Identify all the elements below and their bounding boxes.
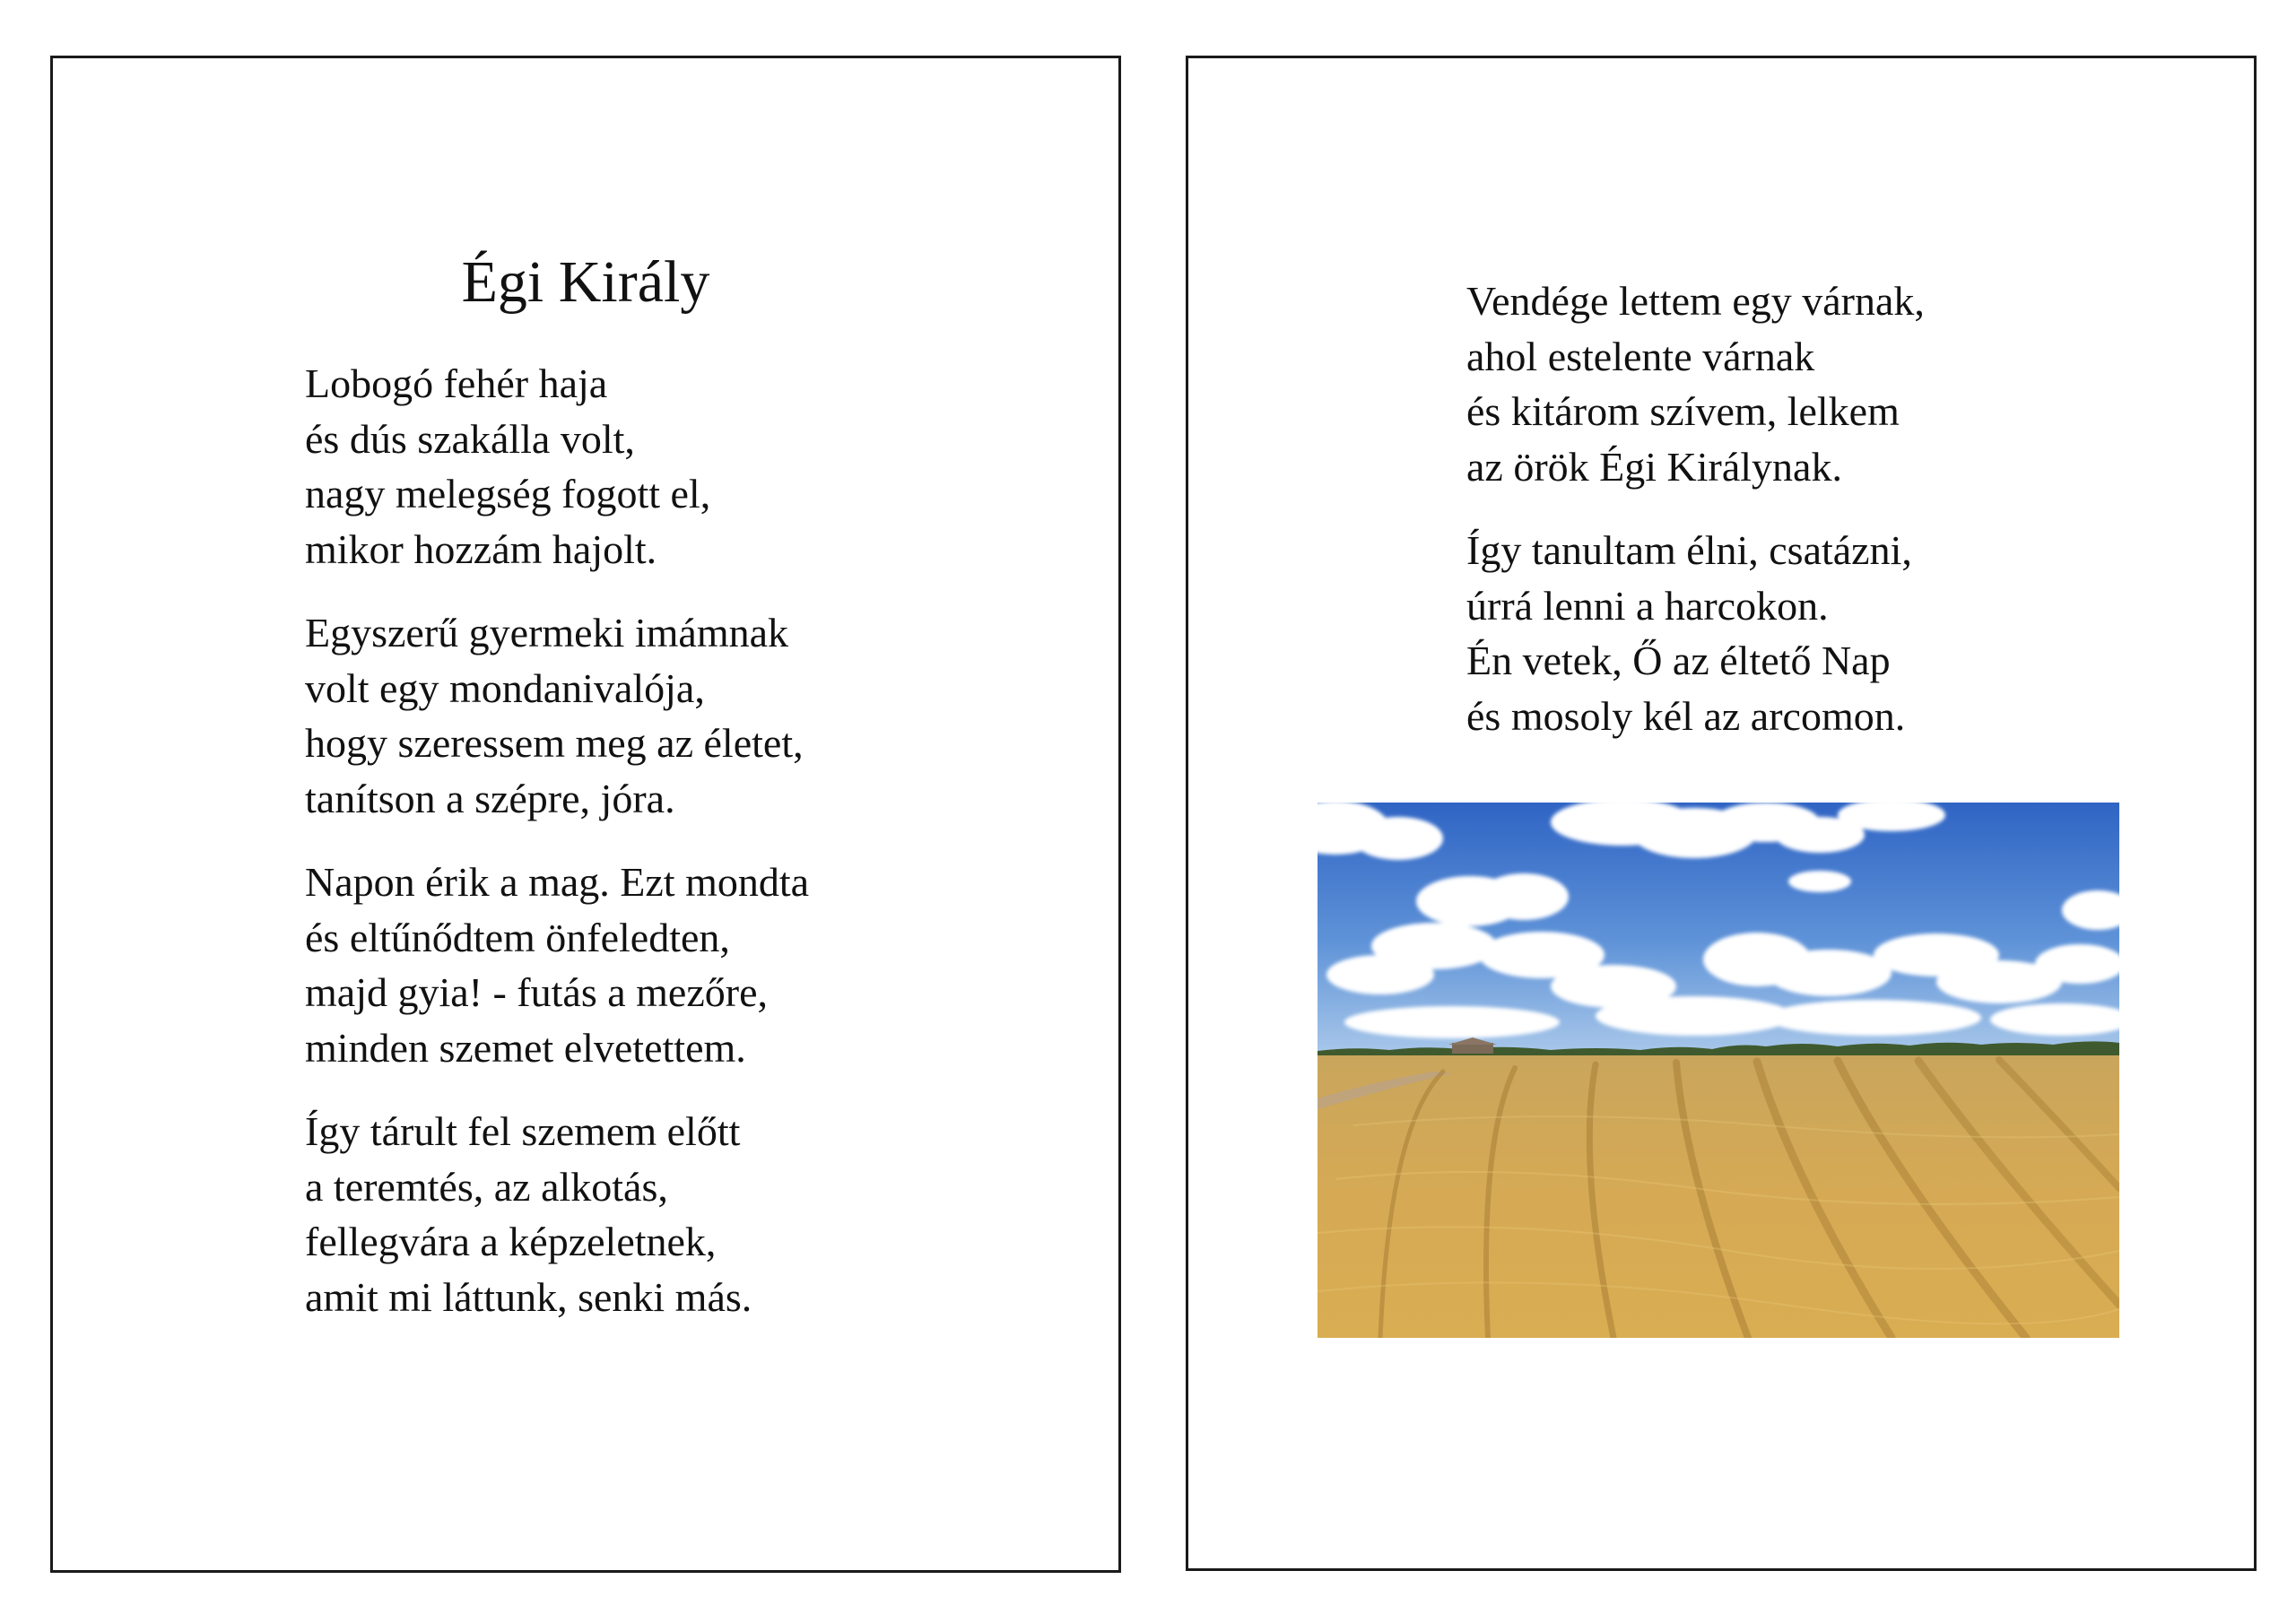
poem-line: Egyszerű gyermeki imámnak — [305, 610, 789, 655]
field-photo — [1318, 803, 2119, 1338]
poem-title: Égi Király — [461, 249, 710, 315]
poem-line: mikor hozzám hajolt. — [305, 525, 657, 572]
poem-line: Lobogó fehér haja — [305, 360, 608, 406]
poem-line: ahol estelente várnak — [1466, 333, 1815, 379]
poem-line: Én vetek, Ő az éltető Nap — [1466, 638, 1891, 683]
poem-line: majd gyia! - futás a mezőre, — [305, 969, 768, 1015]
poem-line: és dús szakálla volt, — [305, 415, 635, 462]
left-poem-body — [305, 356, 809, 1324]
poem-line: a teremtés, az alkotás, — [305, 1163, 668, 1210]
poem-line: és mosoly kél az arcomon. — [1466, 692, 1906, 739]
stanza — [1466, 523, 1925, 743]
poem-line: minden szemet elvetettem. — [305, 1024, 746, 1071]
poem-line: az örök Égi Királynak. — [1466, 443, 1842, 490]
poem-line: úrrá lenni a harcokon. — [1466, 582, 1829, 629]
stanza — [305, 605, 809, 826]
poem-line: amit mi láttunk, senki más. — [305, 1273, 752, 1320]
right-page — [1186, 56, 2257, 1571]
poem-line: hogy szeressem meg az életet, — [305, 720, 804, 766]
stanza — [1466, 273, 1925, 494]
poem-line: fellegvára a képzeletnek, — [305, 1219, 717, 1264]
poem-line: és eltűnődtem önfeledten, — [305, 914, 730, 960]
poem-line: Így tárult fel szemem előtt — [305, 1108, 741, 1154]
poem-line: Napon érik a mag. Ezt mondta — [305, 859, 810, 905]
left-page — [50, 56, 1121, 1573]
stanza — [305, 1104, 809, 1324]
poem-line: volt egy mondanivalója, — [305, 664, 705, 711]
right-poem-body — [1466, 273, 1925, 743]
poem-line: Vendége lettem egy várnak, — [1466, 278, 1925, 324]
stanza — [305, 356, 809, 577]
poem-line: és kitárom szívem, lelkem — [1466, 388, 1900, 434]
stanza — [305, 855, 809, 1075]
poem-line: nagy melegség fogott el, — [305, 471, 711, 516]
poem-line: tanítson a szépre, jóra. — [305, 775, 675, 821]
poem-line: Így tanultam élni, csatázni, — [1466, 527, 1912, 573]
